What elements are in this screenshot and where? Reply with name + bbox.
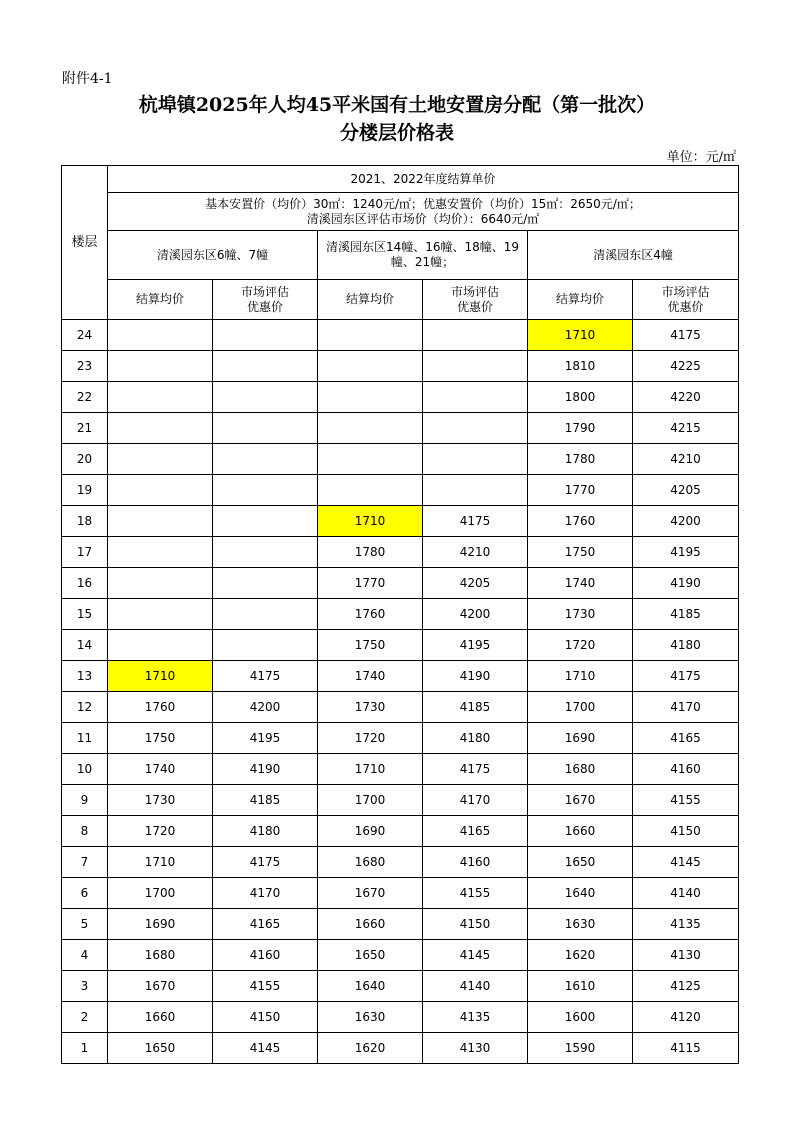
settle-price-a	[108, 320, 213, 351]
market-price-b: 4170	[423, 785, 528, 816]
table-row	[62, 909, 739, 940]
market-price-c: 4205	[633, 475, 739, 506]
settle-price-a	[108, 382, 213, 413]
settle-price-c: 1650	[528, 847, 633, 878]
table-row	[62, 475, 739, 506]
market-price-b	[423, 320, 528, 351]
floor-cell: 8	[62, 816, 108, 847]
settle-price-b	[318, 444, 423, 475]
market-price-c: 4140	[633, 878, 739, 909]
floor-cell: 14	[62, 630, 108, 661]
settle-price-b: 1730	[318, 692, 423, 723]
settle-price-a	[108, 506, 213, 537]
market-price-c: 4180	[633, 630, 739, 661]
table-row	[62, 599, 739, 630]
settle-price-b: 1740	[318, 661, 423, 692]
floor-cell: 11	[62, 723, 108, 754]
floor-cell: 7	[62, 847, 108, 878]
market-price-b: 4210	[423, 537, 528, 568]
unit-label: 单位：元/㎡	[666, 150, 736, 165]
table-row	[62, 568, 739, 599]
settle-price-b: 1680	[318, 847, 423, 878]
settle-price-a: 1670	[108, 971, 213, 1002]
floor-cell: 24	[62, 320, 108, 351]
floor-cell: 21	[62, 413, 108, 444]
settle-price-b: 1640	[318, 971, 423, 1002]
market-price-c: 4170	[633, 692, 739, 723]
settle-price-b: 1690	[318, 816, 423, 847]
settle-price-a: 1750	[108, 723, 213, 754]
floor-cell: 20	[62, 444, 108, 475]
settle-price-a: 1660	[108, 1002, 213, 1033]
subheader-settle-b: 结算均价	[318, 280, 423, 320]
market-price-a: 4175	[213, 661, 318, 692]
settle-price-c: 1710	[528, 320, 633, 351]
market-price-c: 4210	[633, 444, 739, 475]
settle-price-b: 1630	[318, 1002, 423, 1033]
market-price-a: 4155	[213, 971, 318, 1002]
settle-price-c: 1600	[528, 1002, 633, 1033]
floor-cell: 16	[62, 568, 108, 599]
settle-price-c: 1610	[528, 971, 633, 1002]
market-price-b	[423, 413, 528, 444]
market-price-c: 4220	[633, 382, 739, 413]
market-price-a: 4160	[213, 940, 318, 971]
market-price-a: 4145	[213, 1033, 318, 1064]
market-price-c: 4185	[633, 599, 739, 630]
floor-cell: 6	[62, 878, 108, 909]
table-row	[62, 940, 739, 971]
market-price-a	[213, 537, 318, 568]
price-note-line2: 清溪园东区评估市场价（均价）：6640元/㎡	[306, 211, 540, 226]
table-row	[62, 382, 739, 413]
settle-price-c: 1750	[528, 537, 633, 568]
settle-price-a: 1740	[108, 754, 213, 785]
market-price-c: 4175	[633, 320, 739, 351]
table-row	[62, 1002, 739, 1033]
market-price-a	[213, 382, 318, 413]
group-header-a: 清溪园东区6幢、7幢	[108, 231, 318, 280]
market-price-b: 4135	[423, 1002, 528, 1033]
settle-price-a: 1760	[108, 692, 213, 723]
settle-price-b: 1710	[318, 506, 423, 537]
settle-price-b	[318, 475, 423, 506]
market-price-b: 4145	[423, 940, 528, 971]
floor-cell: 15	[62, 599, 108, 630]
floor-cell: 19	[62, 475, 108, 506]
market-price-a: 4175	[213, 847, 318, 878]
table-row	[62, 630, 739, 661]
floor-cell: 12	[62, 692, 108, 723]
floor-cell: 2	[62, 1002, 108, 1033]
market-price-c: 4215	[633, 413, 739, 444]
settle-price-b	[318, 351, 423, 382]
settle-price-c: 1720	[528, 630, 633, 661]
settle-price-a: 1700	[108, 878, 213, 909]
floor-cell: 1	[62, 1033, 108, 1064]
settle-price-b	[318, 382, 423, 413]
settle-price-b: 1710	[318, 754, 423, 785]
settle-price-c: 1790	[528, 413, 633, 444]
subheader-market-a: 市场评估优惠价	[213, 280, 318, 320]
market-price-c: 4115	[633, 1033, 739, 1064]
table-row	[62, 816, 739, 847]
market-price-c: 4195	[633, 537, 739, 568]
subheader-market-c: 市场评估优惠价	[633, 280, 739, 320]
market-price-c: 4150	[633, 816, 739, 847]
table-row	[62, 351, 739, 382]
group-header-b: 清溪园东区14幢、16幢、18幢、19幢、21幢；	[318, 231, 528, 280]
settle-price-a: 1730	[108, 785, 213, 816]
table-row	[62, 754, 739, 785]
settle-price-b: 1660	[318, 909, 423, 940]
market-price-c: 4125	[633, 971, 739, 1002]
settle-price-c: 1710	[528, 661, 633, 692]
market-price-b: 4195	[423, 630, 528, 661]
settle-price-a: 1710	[108, 661, 213, 692]
market-price-a	[213, 444, 318, 475]
settle-price-b: 1720	[318, 723, 423, 754]
settle-price-b: 1670	[318, 878, 423, 909]
market-price-c: 4120	[633, 1002, 739, 1033]
table-row	[62, 506, 739, 537]
market-price-b	[423, 351, 528, 382]
market-price-a: 4190	[213, 754, 318, 785]
market-price-b: 4155	[423, 878, 528, 909]
settle-price-a	[108, 475, 213, 506]
market-price-a: 4180	[213, 816, 318, 847]
table-row	[62, 413, 739, 444]
subheader-settle-a: 结算均价	[108, 280, 213, 320]
market-price-a	[213, 506, 318, 537]
market-price-c: 4130	[633, 940, 739, 971]
price-note-line1: 基本安置价（均价）30㎡：1240元/㎡；优惠安置价（均价）15㎡：2650元/㎡；	[205, 196, 641, 211]
price-table	[61, 165, 739, 1064]
settle-price-a: 1690	[108, 909, 213, 940]
settle-price-b: 1620	[318, 1033, 423, 1064]
market-price-b: 4180	[423, 723, 528, 754]
market-price-c: 4135	[633, 909, 739, 940]
settle-price-c: 1740	[528, 568, 633, 599]
floor-cell: 4	[62, 940, 108, 971]
floor-cell: 22	[62, 382, 108, 413]
table-row	[62, 692, 739, 723]
settle-price-a: 1650	[108, 1033, 213, 1064]
settle-price-c: 1800	[528, 382, 633, 413]
market-price-a	[213, 599, 318, 630]
market-price-c: 4145	[633, 847, 739, 878]
settle-price-b	[318, 320, 423, 351]
floor-cell: 23	[62, 351, 108, 382]
market-price-b	[423, 475, 528, 506]
floor-cell: 13	[62, 661, 108, 692]
settle-price-c: 1670	[528, 785, 633, 816]
settle-price-c: 1730	[528, 599, 633, 630]
table-row	[62, 537, 739, 568]
market-price-b: 4200	[423, 599, 528, 630]
market-price-a: 4170	[213, 878, 318, 909]
subheader-settle-c: 结算均价	[528, 280, 633, 320]
floor-cell: 9	[62, 785, 108, 816]
market-price-a	[213, 351, 318, 382]
market-price-b: 4130	[423, 1033, 528, 1064]
market-price-c: 4165	[633, 723, 739, 754]
settle-price-c: 1760	[528, 506, 633, 537]
settle-price-c: 1660	[528, 816, 633, 847]
market-price-a: 4150	[213, 1002, 318, 1033]
settle-price-b: 1780	[318, 537, 423, 568]
table-row	[62, 971, 739, 1002]
price-note	[108, 193, 739, 231]
period-header: 2021、2022年度结算单价	[108, 166, 739, 193]
settle-price-b: 1700	[318, 785, 423, 816]
market-price-b: 4185	[423, 692, 528, 723]
market-price-c: 4155	[633, 785, 739, 816]
settle-price-a: 1710	[108, 847, 213, 878]
market-price-b: 4190	[423, 661, 528, 692]
settle-price-c: 1680	[528, 754, 633, 785]
market-price-a: 4165	[213, 909, 318, 940]
market-price-b: 4165	[423, 816, 528, 847]
settle-price-a: 1720	[108, 816, 213, 847]
group-header-c: 清溪园东区4幢	[528, 231, 739, 280]
settle-price-b: 1760	[318, 599, 423, 630]
settle-price-b: 1770	[318, 568, 423, 599]
market-price-b: 4150	[423, 909, 528, 940]
market-price-c: 4200	[633, 506, 739, 537]
market-price-b	[423, 382, 528, 413]
market-price-c: 4175	[633, 661, 739, 692]
market-price-a	[213, 475, 318, 506]
market-price-a: 4200	[213, 692, 318, 723]
settle-price-b	[318, 413, 423, 444]
settle-price-c: 1780	[528, 444, 633, 475]
annex-label: 附件4-1	[62, 71, 113, 87]
floor-cell: 3	[62, 971, 108, 1002]
settle-price-c: 1630	[528, 909, 633, 940]
table-row	[62, 878, 739, 909]
settle-price-c: 1700	[528, 692, 633, 723]
market-price-b: 4160	[423, 847, 528, 878]
table-row	[62, 723, 739, 754]
settle-price-a	[108, 630, 213, 661]
settle-price-c: 1770	[528, 475, 633, 506]
table-row	[62, 444, 739, 475]
table-row	[62, 785, 739, 816]
market-price-a	[213, 320, 318, 351]
settle-price-c: 1590	[528, 1033, 633, 1064]
settle-price-a	[108, 568, 213, 599]
table-row	[62, 1033, 739, 1064]
settle-price-c: 1620	[528, 940, 633, 971]
market-price-b: 4175	[423, 754, 528, 785]
settle-price-c: 1640	[528, 878, 633, 909]
floor-cell: 5	[62, 909, 108, 940]
settle-price-a	[108, 351, 213, 382]
settle-price-c: 1690	[528, 723, 633, 754]
market-price-b: 4175	[423, 506, 528, 537]
floor-cell: 17	[62, 537, 108, 568]
market-price-a	[213, 568, 318, 599]
settle-price-c: 1810	[528, 351, 633, 382]
floor-cell: 18	[62, 506, 108, 537]
floor-cell: 10	[62, 754, 108, 785]
settle-price-a	[108, 444, 213, 475]
market-price-a: 4195	[213, 723, 318, 754]
table-row	[62, 847, 739, 878]
subheader-market-b: 市场评估优惠价	[423, 280, 528, 320]
market-price-a: 4185	[213, 785, 318, 816]
market-price-c: 4160	[633, 754, 739, 785]
market-price-a	[213, 630, 318, 661]
settle-price-b: 1650	[318, 940, 423, 971]
settle-price-a: 1680	[108, 940, 213, 971]
page-subtitle: 分楼层价格表	[339, 122, 454, 144]
page-title: 杭埠镇2025年人均45平米国有土地安置房分配（第一批次）	[138, 94, 656, 116]
table-row	[62, 320, 739, 351]
floor-header: 楼层	[62, 166, 108, 320]
settle-price-a	[108, 413, 213, 444]
market-price-c: 4225	[633, 351, 739, 382]
settle-price-a	[108, 537, 213, 568]
table-row	[62, 661, 739, 692]
market-price-a	[213, 413, 318, 444]
settle-price-b: 1750	[318, 630, 423, 661]
market-price-b: 4140	[423, 971, 528, 1002]
market-price-c: 4190	[633, 568, 739, 599]
market-price-b: 4205	[423, 568, 528, 599]
market-price-b	[423, 444, 528, 475]
settle-price-a	[108, 599, 213, 630]
